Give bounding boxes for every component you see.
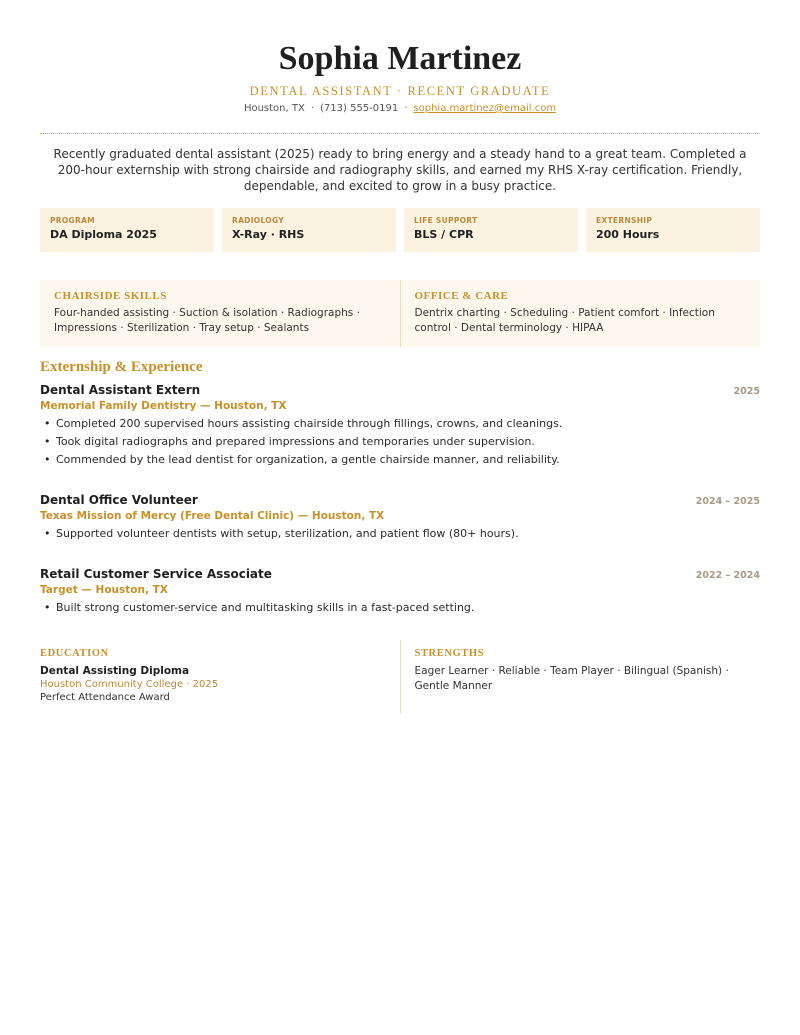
strengths-column: [400, 640, 761, 713]
skill-heading: OFFICE & CARE: [414, 290, 509, 302]
bullet-item: • Completed 200 supervised hours assisting chairside through fillings, crowns, and cleanings.: [40, 415, 760, 433]
skill-list: Four-handed assisting · Suction & isolation · Radiographs · Impressions · Sterilization · Tray setup · Sealants: [54, 307, 360, 334]
job-dates: 2025: [733, 386, 760, 397]
job-bullets: [40, 415, 760, 469]
bullet-item: • Built strong customer-service and multitasking skills in a fast-paced setting.: [40, 599, 760, 617]
job-bullets: [40, 525, 760, 543]
fact-card-program: [40, 208, 214, 252]
candidate-title: DENTAL ASSISTANT · RECENT GRADUATE: [249, 84, 551, 98]
strengths-heading: STRENGTHS: [414, 648, 485, 659]
job-org: Memorial Family Dentistry — Houston, TX: [40, 400, 287, 412]
job-dates: 2022 – 2024: [695, 570, 760, 581]
fact-card-externship: [586, 208, 760, 252]
fact-value: DA Diploma 2025: [50, 228, 157, 241]
education-column: [40, 640, 400, 713]
education-heading: EDUCATION: [40, 648, 109, 659]
education-degree: Dental Assisting Diploma: [40, 665, 190, 677]
location-text: Houston, TX: [243, 103, 305, 114]
fact-value: X-Ray · RHS: [232, 228, 305, 241]
job-role: Retail Customer Service Associate: [40, 567, 272, 581]
candidate-name: Sophia Martinez: [278, 40, 522, 77]
fact-card-life-support: [404, 208, 578, 252]
header-divider: [40, 133, 760, 134]
job-entry: [40, 383, 760, 469]
fact-value: 200 Hours: [596, 228, 660, 241]
experience-heading: Externship & Experience: [40, 359, 203, 375]
key-facts: [40, 208, 760, 252]
job-dates: 2024 – 2025: [695, 496, 760, 507]
job-entry: [40, 493, 760, 543]
separator: ·: [404, 103, 408, 114]
job-org: Target — Houston, TX: [40, 584, 168, 596]
bullet-item: • Took digital radiographs and prepared impressions and temporaries under supervision.: [40, 433, 760, 451]
skill-heading: CHAIRSIDE SKILLS: [54, 290, 167, 302]
fact-label: RADIOLOGY: [232, 216, 284, 225]
contact-line: [40, 103, 760, 114]
education-award: Perfect Attendance Award: [40, 692, 170, 703]
bullet-item: • Supported volunteer dentists with setup, sterilization, and patient flow (80+ hours).: [40, 525, 760, 543]
bullet-item: • Commended by the lead dentist for organization, a gentle chairside manner, and reliability.: [40, 451, 760, 469]
fact-value: BLS / CPR: [414, 228, 474, 241]
education-school: Houston Community College · 2025: [40, 679, 219, 690]
skills-panel: [40, 280, 760, 347]
chairside-skills: [40, 280, 400, 347]
skill-list: Dentrix charting · Scheduling · Patient comfort · Infection control · Dental terminology · HIPAA: [414, 307, 715, 334]
job-bullets: [40, 599, 760, 617]
fact-label: LIFE SUPPORT: [414, 216, 478, 225]
separator: ·: [310, 103, 315, 114]
email-link[interactable]: sophia.martinez@email.com: [413, 103, 557, 114]
job-org: Texas Mission of Mercy (Free Dental Clinic) — Houston, TX: [40, 510, 385, 522]
phone-text: (713) 555-0191: [320, 103, 399, 114]
job-role: Dental Assistant Extern: [40, 383, 201, 397]
office-care-skills: [400, 280, 761, 347]
fact-card-radiology: [222, 208, 396, 252]
strengths-list: Eager Learner · Reliable · Team Player · Bilingual (Spanish) · Gentle Manner: [414, 665, 729, 692]
fact-label: EXTERNSHIP: [596, 216, 653, 225]
summary-paragraph: Recently graduated dental assistant (2025) ready to bring energy and a steady hand to a great team. Completed a 200-hour externship with strong chairside and radiography skills, and earned my RHS X-ray certification. Friendly, dependable, and excited to grow in a busy practice.: [53, 147, 747, 193]
job-role: Dental Office Volunteer: [40, 493, 198, 507]
job-entry: [40, 567, 760, 617]
fact-label: PROGRAM: [50, 216, 95, 225]
bottom-section: [40, 640, 760, 713]
